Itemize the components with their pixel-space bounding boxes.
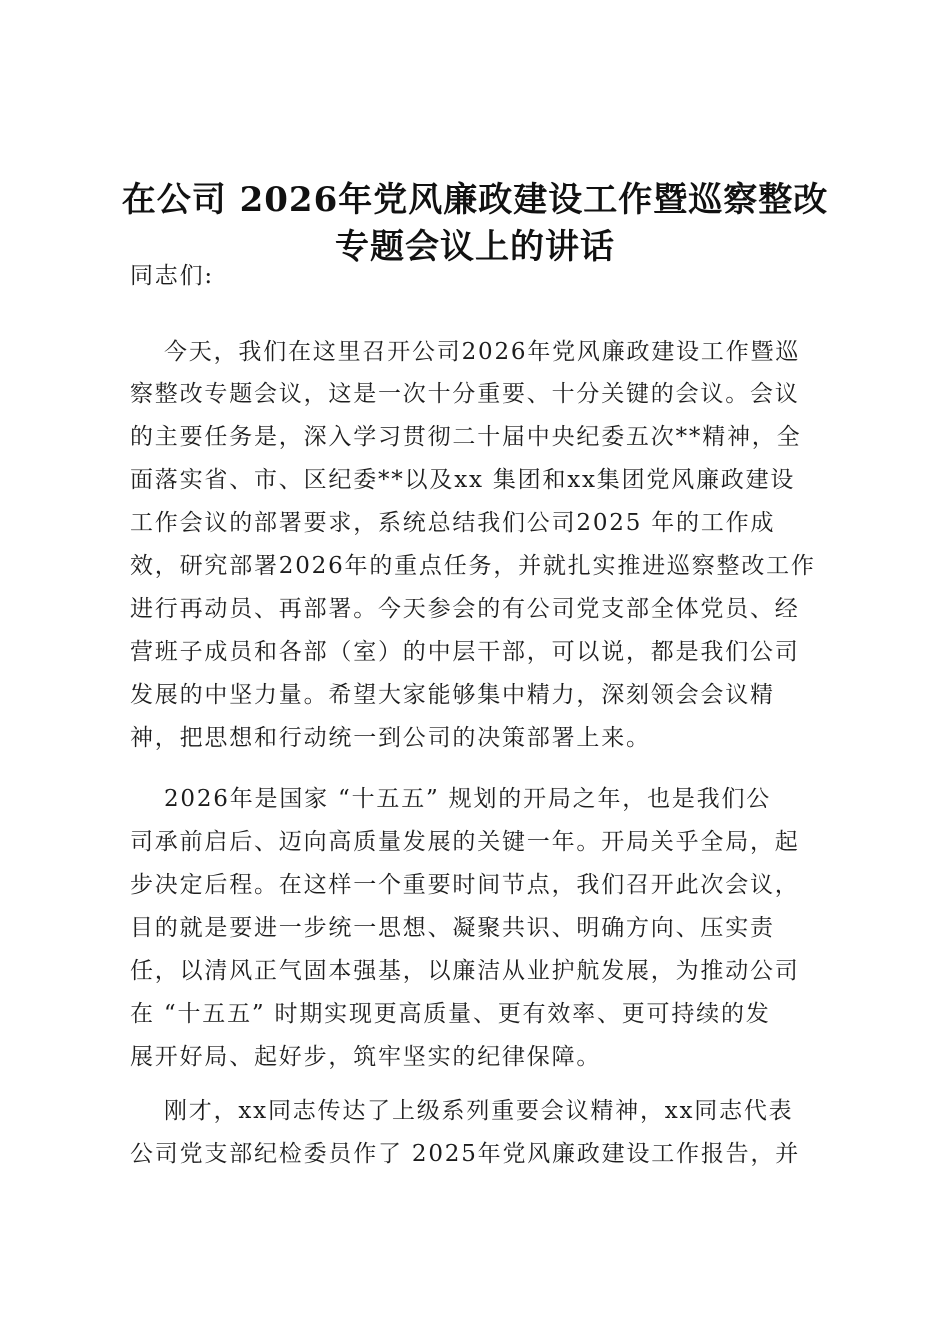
body-line-10: 神，把思想和行动统一到公司的决策部署上来。 xyxy=(130,725,651,751)
body-line-9: 发展的中坚力量。希望大家能够集中精力，深刻领会会议精 xyxy=(130,682,775,708)
body-line-11: 2026年是国家 “十五五” 规划的开局之年，也是我们公 xyxy=(164,786,772,812)
body-line-3: 的主要任务是，深入学习贯彻二十届中央纪委五次**精神，全 xyxy=(130,424,802,450)
body-line-16: 在 “十五五” 时期实现更高质量、更有效率、更可持续的发 xyxy=(130,1001,771,1027)
body-line-1: 今天，我们在这里召开公司2026年党风廉政建设工作暨巡 xyxy=(164,339,801,365)
body-line-6: 效，研究部署2026年的重点任务，并就扎实推进巡察整改工作 xyxy=(130,553,816,579)
document-title-line-2: 专题会议上的讲话 xyxy=(335,227,615,267)
body-line-13: 步决定后程。在这样一个重要时间节点，我们召开此次会议， xyxy=(130,872,800,898)
body-line-14: 目的就是要进一步统一思想、凝聚共识、明确方向、压实责 xyxy=(130,915,775,941)
body-line-18: 刚才，xx同志传达了上级系列重要会议精神，xx同志代表 xyxy=(164,1098,794,1124)
document-title-line-1: 在公司 2026年党风廉政建设工作暨巡察整改 xyxy=(121,180,829,220)
body-line-12: 司承前启后、迈向高质量发展的关键一年。开局关乎全局，起 xyxy=(130,829,800,855)
body-line-19: 公司党支部纪检委员作了 2025年党风廉政建设工作报告，并 xyxy=(130,1141,801,1167)
salutation: 同志们: xyxy=(130,263,214,289)
body-line-4: 面落实省、市、区纪委**以及xx 集团和xx集团党风廉政建设 xyxy=(130,467,796,493)
body-line-17: 展开好局、起好步，筑牢坚实的纪律保障。 xyxy=(130,1044,602,1070)
body-line-2: 察整改专题会议，这是一次十分重要、十分关键的会议。会议 xyxy=(130,381,800,407)
body-line-5: 工作会议的部署要求，系统总结我们公司2025 年的工作成 xyxy=(130,510,776,536)
body-line-7: 进行再动员、再部署。今天参会的有公司党支部全体党员、经 xyxy=(130,596,800,622)
body-line-8: 营班子成员和各部（室）的中层干部，可以说，都是我们公司 xyxy=(130,639,800,665)
body-line-15: 任，以清风正气固本强基，以廉洁从业护航发展，为推动公司 xyxy=(130,958,800,984)
